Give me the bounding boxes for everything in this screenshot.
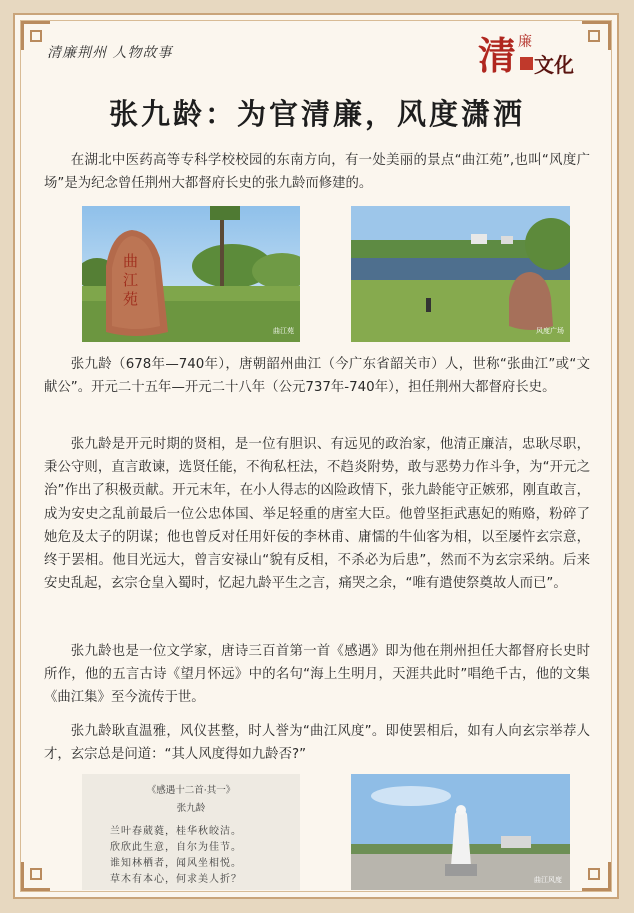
paragraph-literature: 张九龄也是一位文学家，唐诗三百首第一首《感遇》即为他在荆州担任大都督府长史时所作，他的五言古诗《望月怀远》中的名句“海上生明月，天涯共此时”唱绝千古，他的文集《曲江集》至今流传于世。 (44, 644, 590, 706)
corner-ornament (21, 862, 50, 891)
poem-author: 张九龄 (176, 803, 206, 814)
logo-char-small: 廉 (518, 34, 532, 50)
photo-qujiang-garden (82, 206, 300, 342)
paragraph-biography: 张九龄（678年—740年），唐朝韶州曲江（今广东省韶关市）人，世称“张曲江”或“文献公”。开元二十五年—开元二十八年（公元737年-740年），担任荆州大都督府长史。 (44, 357, 590, 396)
logo-text: 文化 (534, 53, 574, 77)
logo-char-big: 清 (478, 33, 517, 78)
photo-poem-calligraphy (82, 774, 300, 890)
poem-line: 欣欣此生意，自尔为佳节。 (110, 842, 242, 853)
page-title: 张九龄：为官清廉，风度潇洒 (108, 97, 525, 131)
paragraph-intro: 在湖北中医药高等专科学校校园的东南方向，有一处美丽的景点“曲江苑”,也叫“风度广场”是为纪念曾任荆州大都督府长史的张九龄而修建的。 (44, 153, 590, 192)
photo-caption: 曲江苑 (273, 327, 294, 335)
photo-caption: 曲江风度 (534, 876, 562, 884)
photo-caption: 风度广场 (536, 327, 564, 335)
poem-line: 草木有本心，何求美人折？ (110, 874, 242, 885)
paragraph-statesman: 张九龄是开元时期的贤相，是一位有胆识、有远见的政治家，他清正廉洁，忠耿尽职，秉公守则，直言敢谏，选贤任能，不徇私枉法，不趋炎附势，敢与恶势力作斗争，为“开元之治”作出了积极贡献。开元末年，在小人得志的凶险政情下，张九龄能守正嫉邪，刚直敢言，成为安史之乱前最后一位公忠体国、举足轻重的唐室大臣。他曾坚拒武惠妃的贿赂，粉碎了她危及太子的阴谋；他也曾反对任用奸佞的李林甫、庸懦的牛仙客为相，以至屡忤玄宗意，终于罢相。他目光远大，曾言安禄山“貌有反相，不杀必为后患”，然而不为玄宗采纳。后来安史乱起，玄宗仓皇入蜀时，忆起九龄平生之言，痛哭之余，“唯有遣使祭奠故人而已”。 (44, 437, 590, 592)
photo-fengdu-square (351, 206, 570, 342)
poem-line: 谁知林栖者，闻风坐相悦。 (110, 858, 242, 869)
series-label: 清廉荆州 人物故事 (47, 45, 173, 61)
corner-ornament (582, 862, 611, 891)
paragraph-demeanor: 张九龄耿直温雅，风仪甚整，时人誉为“曲江风度”。即使罢相后，如有人向玄宗举荐人才，玄宗总是问道：“其人风度得如九龄否?” (44, 724, 590, 763)
qinglian-culture-logo (478, 27, 596, 79)
poem-title: 《感遇十二首·其一》 (146, 785, 236, 796)
poem-line: 兰叶春葳蕤，桂华秋皎洁。 (110, 826, 242, 837)
corner-ornament (21, 21, 50, 50)
photo-statue (351, 774, 570, 890)
stone-carving: 曲江苑 (123, 252, 139, 308)
logo-seal (520, 57, 533, 70)
